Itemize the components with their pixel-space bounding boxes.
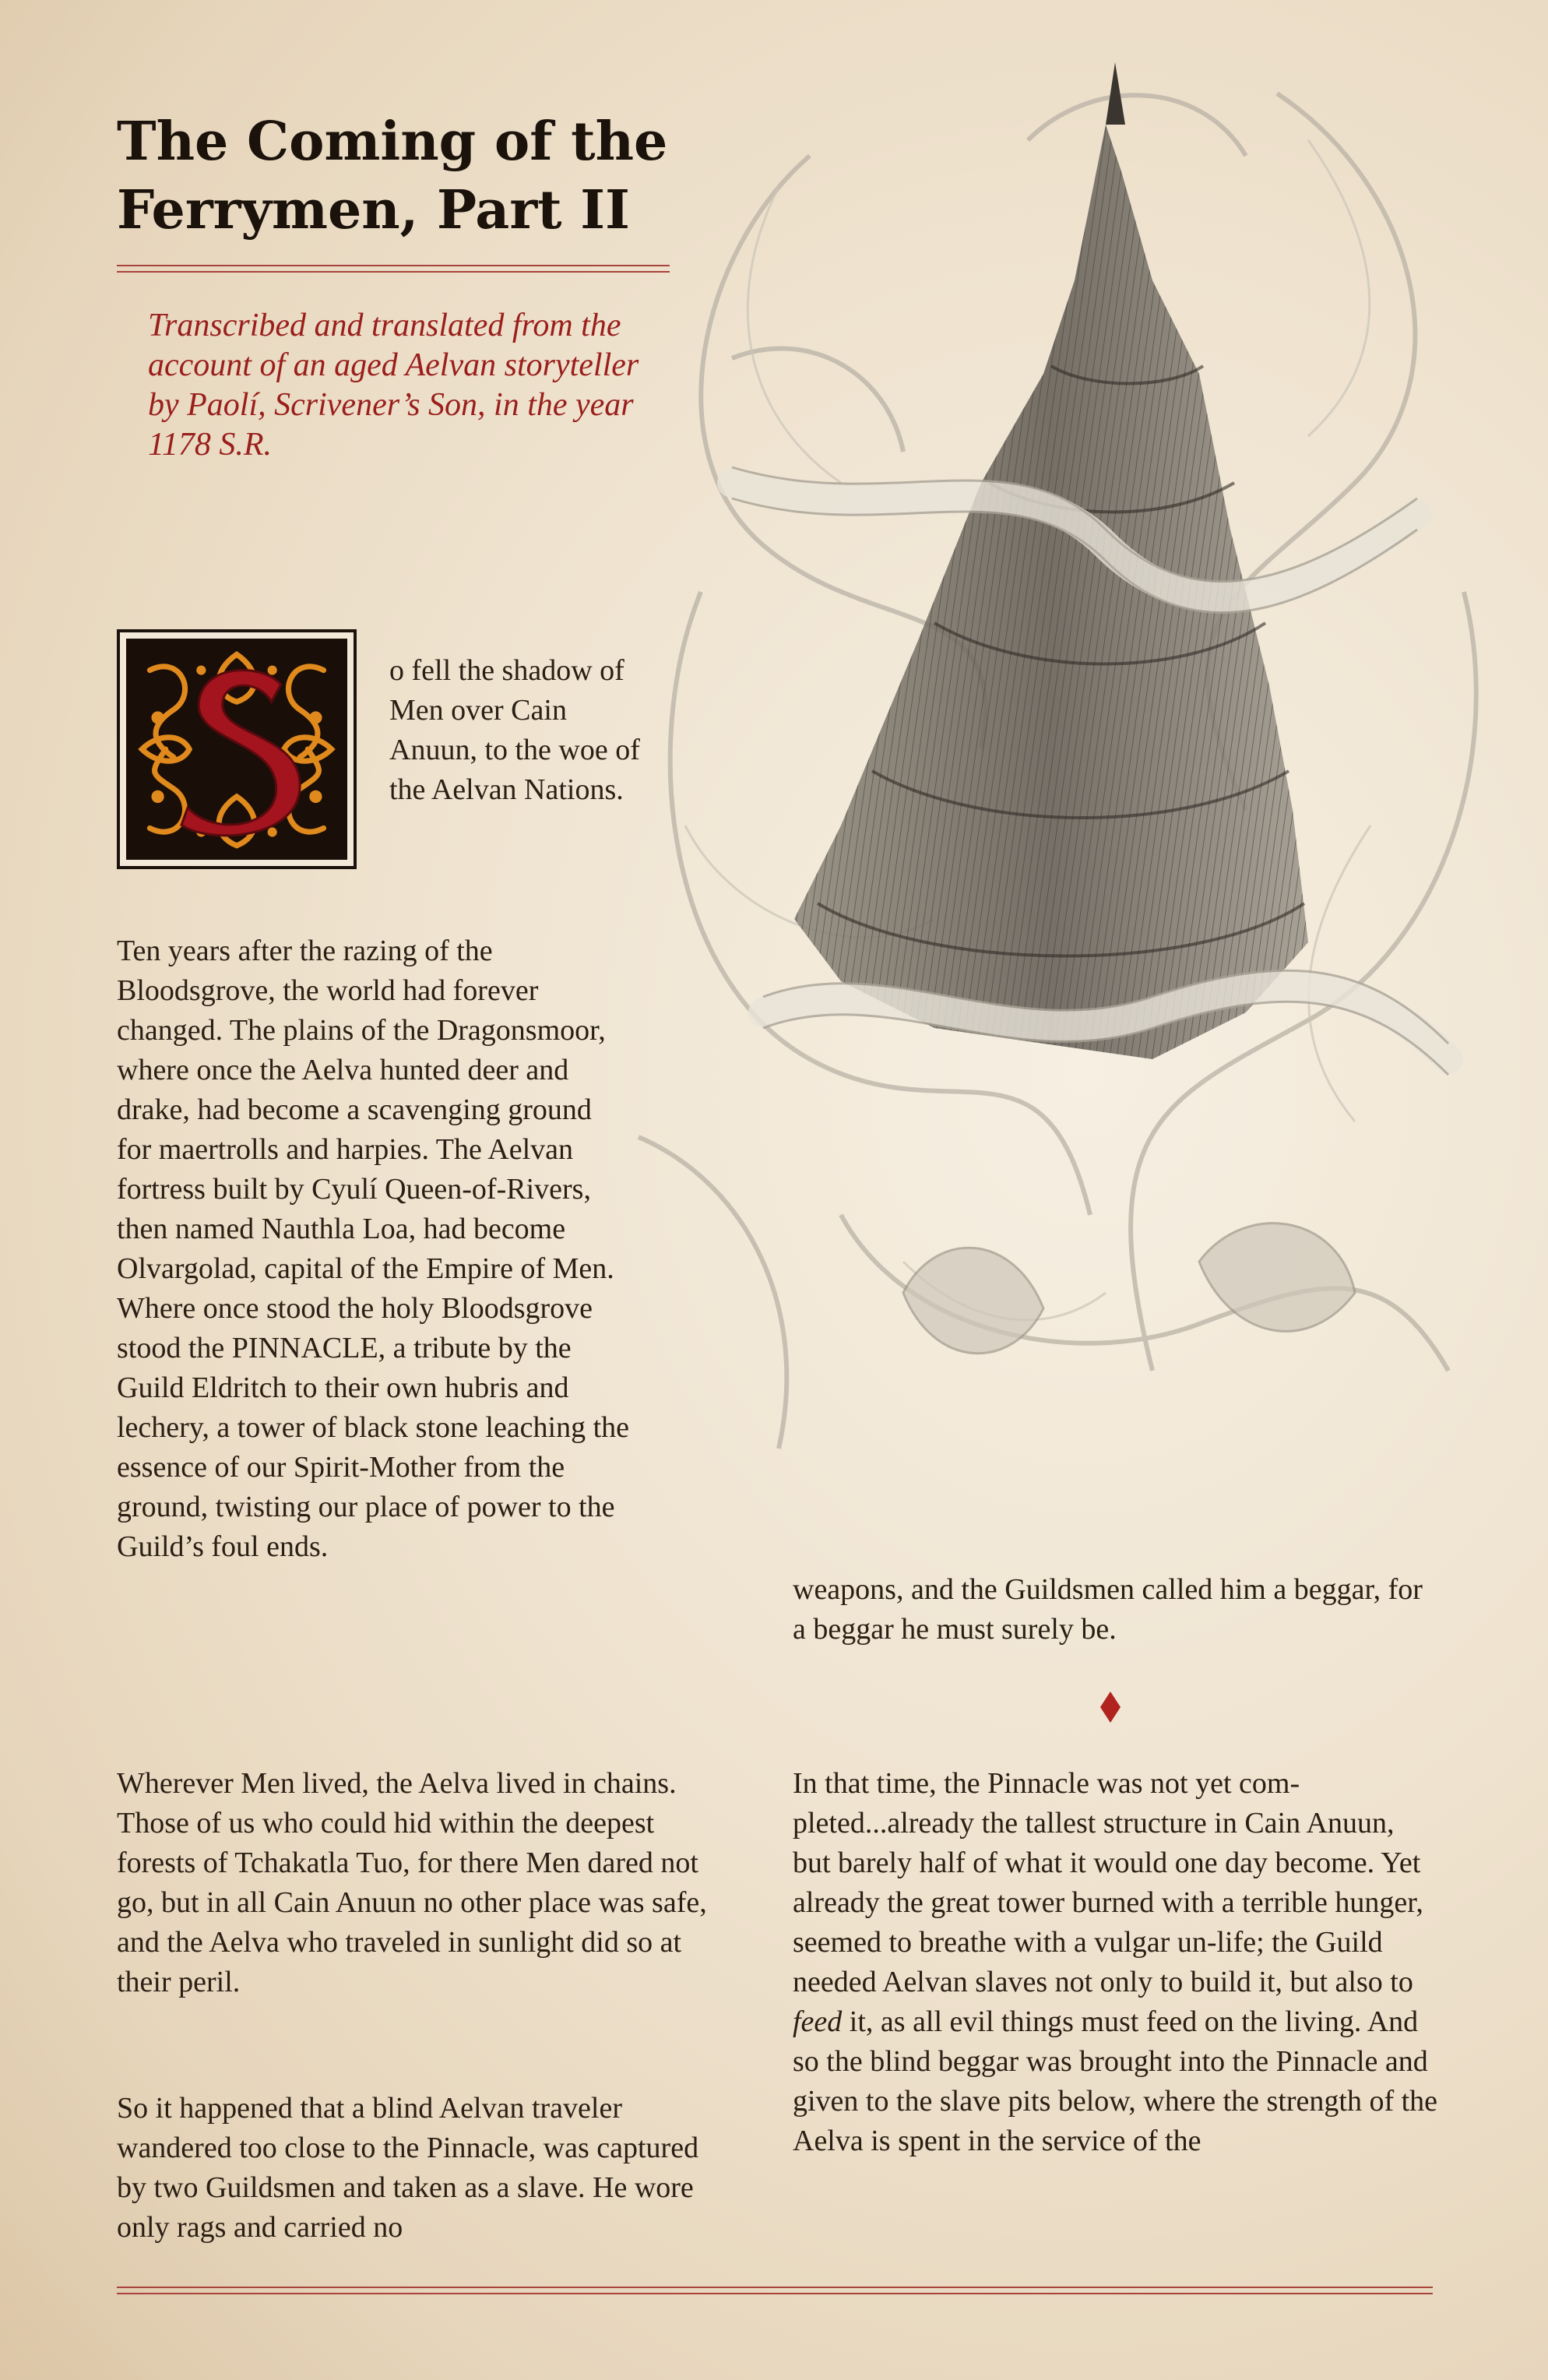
body-paragraph: Wherever Men lived, the Aelva lived in chains. Those of us who could hid within the deepest forests of Tchakatla Tuo, for there Men dared not go, but in all Cain Anuun no other place was safe, and the Aelva who traveled in sunlight did so at their peril. — [117, 1767, 707, 1998]
body-paragraph: Ten years after the razing of the Bloodsgrove, the world had forever changed. The plains of the Dragonsmoor, where once the Aelva hunted deer and drake, had become a scavenging ground for maertrolls and harpies. The Aelvan fortress built by Cyulí Queen-of-Rivers, then named Nauthla Loa, had become Olvargolad, capital of the Empire of Men. Where once stood the holy Bloodsgrove stood the PINNACLE, a tribute by the Guild Eldritch to their own hubris and lechery, a tower of black stone leaching the essence of our Spirit-Mother from the ground, twisting our place of power to the Guild’s foul ends. — [117, 935, 630, 1563]
intro-paragraph: o fell the shadow of Men over Cain Anuun, to the woe of the Aelvan Nations. — [389, 654, 640, 806]
body-paragraph: So it happened that a blind Aelvan traveler wandered too close to the Pinnacle, was captured by two Guildsmen and taken as a slave. He wore only rags and carried no — [117, 2092, 699, 2244]
illuminated-letter-s-icon — [126, 639, 347, 860]
page-title: The Coming of the Ferrymen, Part II — [117, 111, 668, 241]
body-paragraph: weapons, and the Guildsmen called him a beggar, for a beggar he must surely be. — [793, 1573, 1423, 1646]
footer-divider — [117, 2287, 1433, 2294]
title-divider — [117, 265, 670, 273]
dropcap — [117, 629, 357, 869]
emphasis-text: feed — [793, 2005, 843, 2038]
pinnacle-tower-sketch-icon — [607, 47, 1511, 1526]
body-paragraph — [793, 1764, 1439, 2161]
body-text: it, as all evil things must feed on the living. And so the blind beggar was brought into the Pinnacle and given to the slave pits below, where the strength of the Aelva is spent in the service of the — [793, 2005, 1438, 2157]
diamond-ornament-icon — [1100, 1692, 1121, 1723]
subtitle: Transcribed and translated from the account of an aged Aelvan storyteller by Paolí, Scrivener’s Son, in the year 1178 S.R. — [148, 308, 639, 463]
body-text: In that time, the Pinnacle was not yet completed...already the tallest structure in Cain Anuun, but barely half of what it would one day become. Yet already the great tower burned with a terrible hunger, seemed to breathe with a vulgar un-life; the Guild needed Aelvan slaves not only to build it, but also to — [793, 1767, 1423, 1998]
